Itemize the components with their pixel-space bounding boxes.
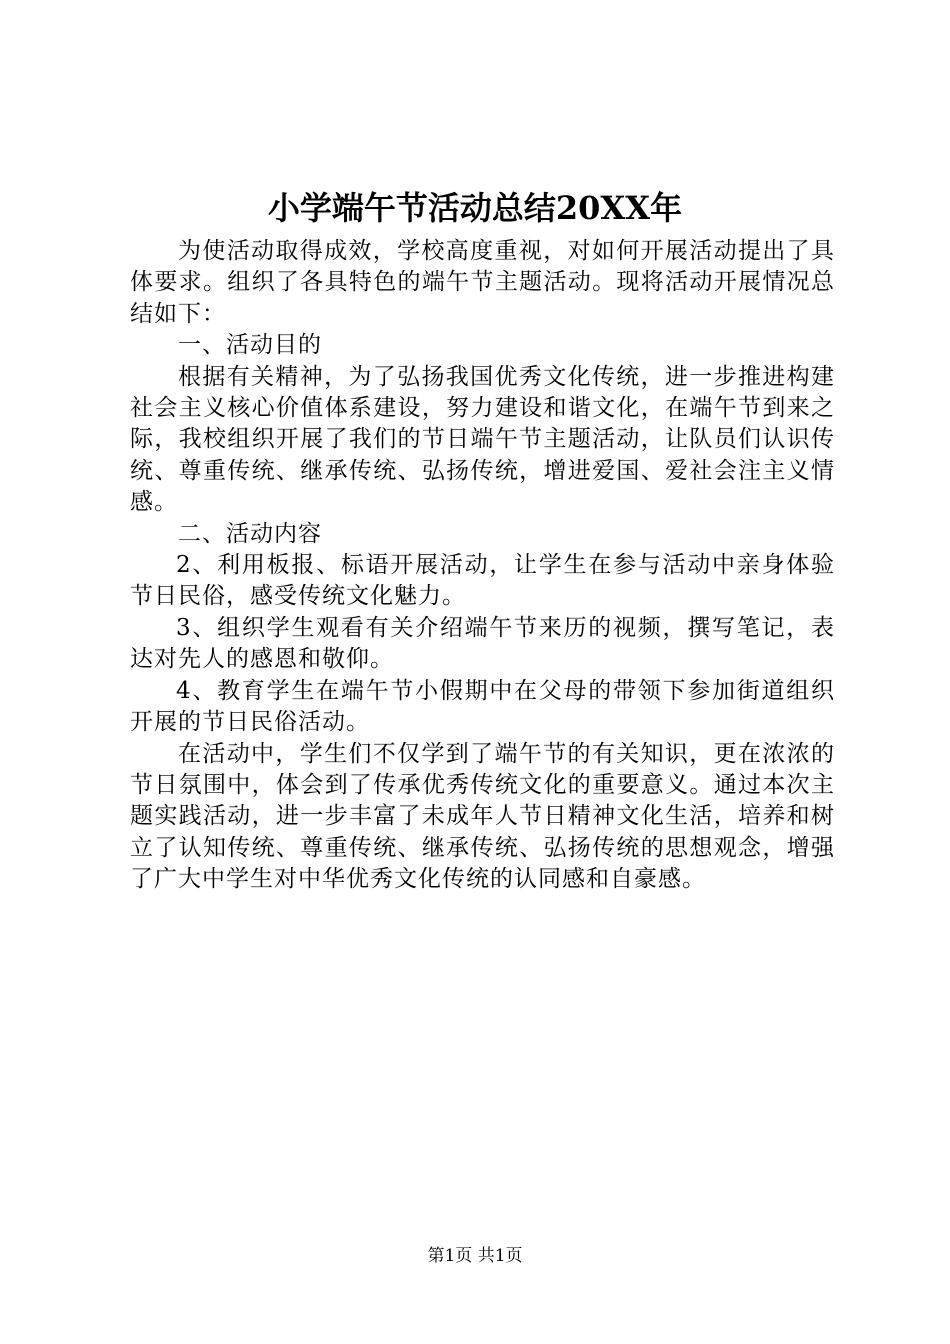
purpose-paragraph: 根据有关精神，为了弘扬我国优秀文化传统，进一步推进构建社会主义核心价值体系建设，努力建设和谐文化，在端午节到来之际，我校组织开展了我们的节日端午节主题活动，让队员们认识传统、尊重传统、继承传统、弘扬传统，增进爱国、爱社会注主义情感。 [130,363,835,516]
document-body [130,236,835,896]
content-item-2: 2、利用板报、标语开展活动，让学生在参与活动中亲身体验节日民俗，感受传统文化魅力。 [130,552,835,610]
intro-paragraph: 为使活动取得成效，学校高度重视，对如何开展活动提出了具体要求。组织了各具特色的端午节主题活动。现将活动开展情况总结如下： [130,238,835,327]
content-item-4: 4、教育学生在端午节小假期中在父母的带领下参加街道组织开展的节日民俗活动。 [130,677,835,736]
document-title: 小学端午节活动总结20XX年 [267,189,683,227]
conclusion-paragraph: 在活动中，学生们不仅学到了端午节的有关知识，更在浓浓的节日氛围中，体会到了传承优秀传统文化的重要意义。通过本次主题实践活动，进一步丰富了未成年人节日精神文化生活，培养和树立了认知传统、尊重传统、继承传统、弘扬传统的思想观念，增强了广大中学生对中华优秀文化传统的认同感和自豪感。 [130,740,835,893]
content-item-3: 3、组织学生观看有关介绍端午节来历的视频，撰写笔记，表达对先人的感恩和敬仰。 [130,614,835,673]
page-number-footer: 第1页 共1页 [427,1246,523,1266]
section-heading-purpose: 一、活动目的 [178,332,322,359]
section-heading-content: 二、活动内容 [178,520,322,547]
